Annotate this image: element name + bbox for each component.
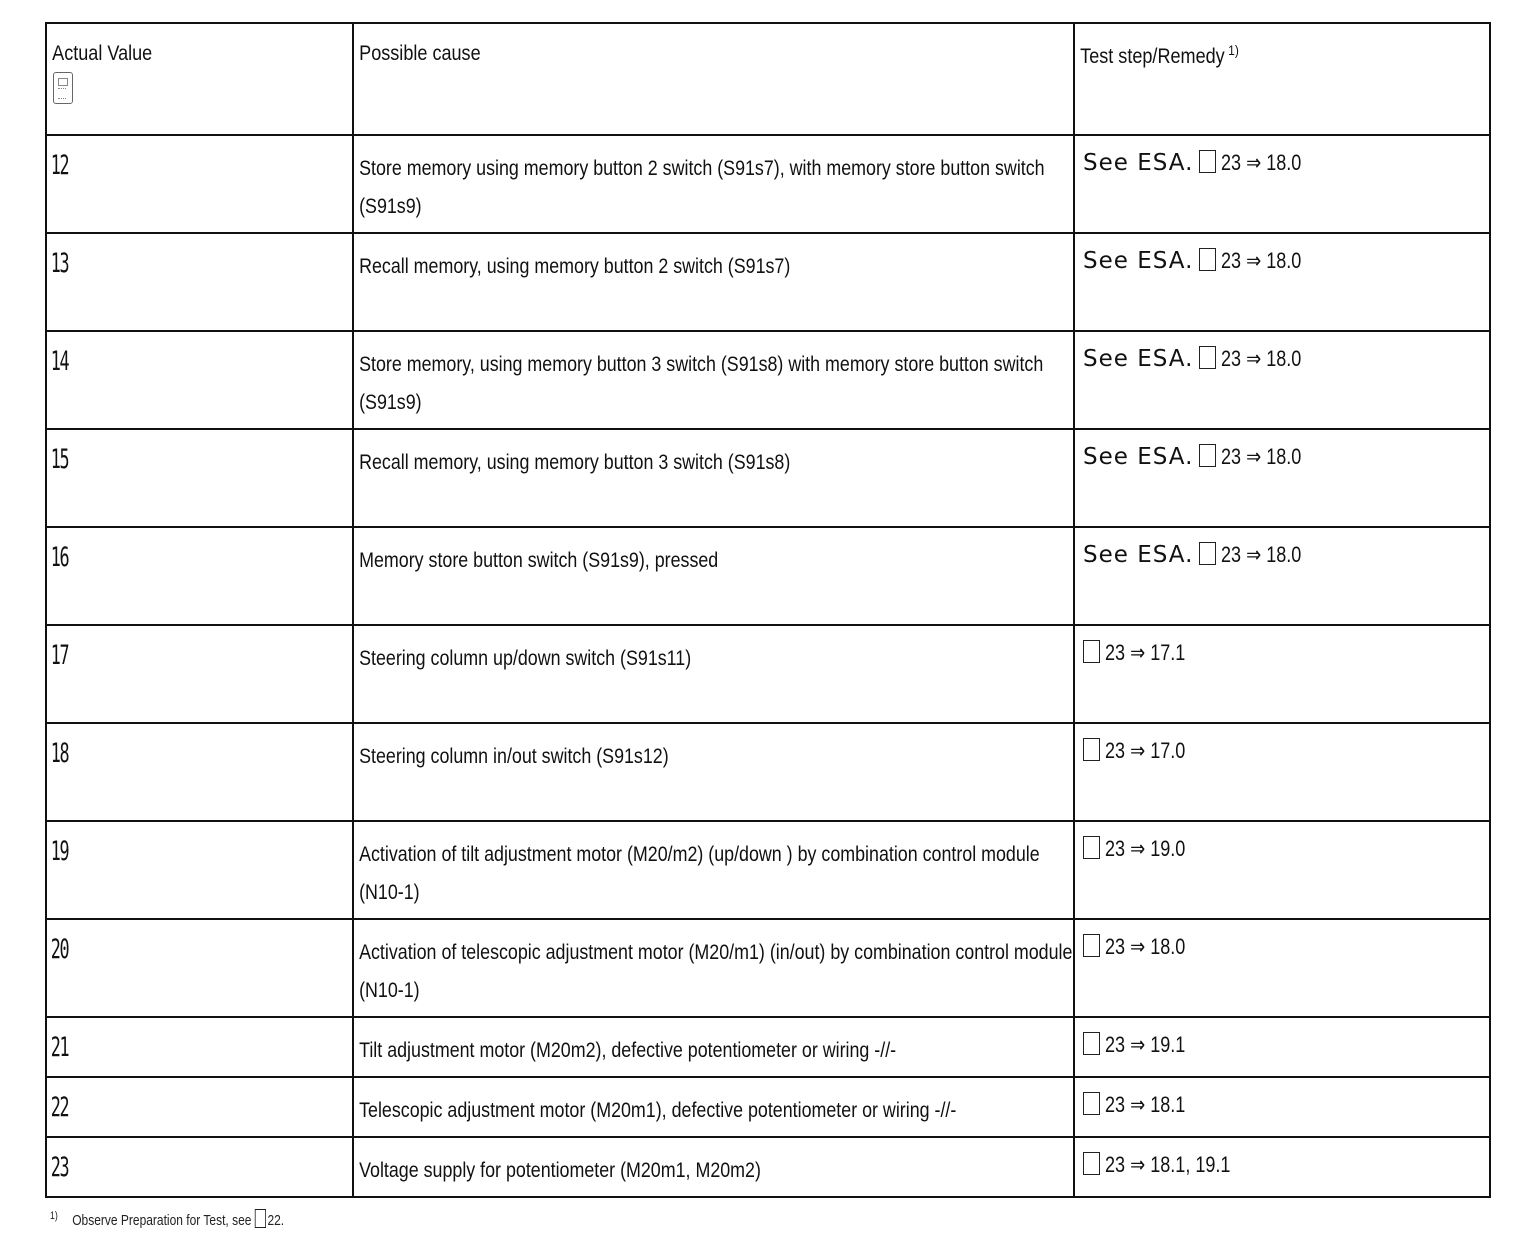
actual-value: 23 bbox=[50, 1152, 69, 1183]
table-row bbox=[46, 723, 1490, 821]
possible-cause-text: Steering column in/out switch (S91s12) bbox=[359, 745, 669, 768]
actual-value-cell bbox=[46, 1017, 353, 1077]
test-step-cell bbox=[1074, 1137, 1490, 1197]
test-step-cell bbox=[1074, 135, 1490, 233]
footnote-mark: 1) bbox=[50, 1210, 58, 1222]
possible-cause-text: Activation of tilt adjustment motor (M20/m2) (up/down ) by combination control module (N10-1) bbox=[359, 843, 1040, 904]
table-row bbox=[46, 135, 1490, 233]
table-row bbox=[46, 527, 1490, 625]
possible-cause-cell bbox=[353, 233, 1074, 331]
see-esa-text: See ESA. bbox=[1083, 248, 1194, 274]
actual-value-cell bbox=[46, 1077, 353, 1137]
footnote-ref: 22. bbox=[267, 1212, 285, 1229]
actual-value: 22 bbox=[50, 1092, 69, 1123]
possible-cause-text: Voltage supply for potentiometer (M20m1, M20m2) bbox=[359, 1159, 761, 1182]
possible-cause-cell bbox=[353, 821, 1074, 919]
actual-value-cell bbox=[46, 135, 353, 233]
possible-cause-cell bbox=[353, 429, 1074, 527]
actual-value: 15 bbox=[50, 444, 69, 475]
possible-cause-text: Store memory, using memory button 3 switch (S91s8) with memory store button switch (S91s9) bbox=[359, 353, 1044, 414]
possible-cause-cell bbox=[353, 1017, 1074, 1077]
test-step-reference: 23 ⇒ 17.0 bbox=[1105, 738, 1186, 763]
diagnosis-table bbox=[45, 22, 1491, 1198]
actual-value: 17 bbox=[50, 640, 69, 671]
possible-cause-cell bbox=[353, 135, 1074, 233]
actual-value-cell bbox=[46, 331, 353, 429]
actual-value: 19 bbox=[50, 836, 69, 867]
header-possible-cause-label: Possible cause bbox=[359, 42, 481, 65]
tester-display-icon bbox=[53, 72, 73, 104]
actual-value-cell bbox=[46, 625, 353, 723]
possible-cause-cell bbox=[353, 331, 1074, 429]
test-step-cell bbox=[1074, 527, 1490, 625]
test-step-reference: 23 ⇒ 18.0 bbox=[1221, 542, 1302, 567]
test-step-cell bbox=[1074, 331, 1490, 429]
table-row bbox=[46, 429, 1490, 527]
see-esa-text: See ESA. bbox=[1083, 444, 1194, 470]
actual-value-cell bbox=[46, 821, 353, 919]
possible-cause-cell bbox=[353, 723, 1074, 821]
footnote bbox=[50, 1209, 284, 1229]
test-step-cell bbox=[1074, 625, 1490, 723]
test-step-reference: 23 ⇒ 18.0 bbox=[1221, 248, 1302, 273]
possible-cause-text: Recall memory, using memory button 3 switch (S91s8) bbox=[359, 451, 791, 474]
footnote-text: Observe Preparation for Test, see bbox=[72, 1212, 252, 1229]
actual-value-cell bbox=[46, 429, 353, 527]
test-step-reference: 23 ⇒ 18.0 bbox=[1221, 444, 1302, 469]
possible-cause-text: Store memory using memory button 2 switch (S91s7), with memory store button switch (S91s9) bbox=[359, 157, 1045, 218]
header-possible-cause bbox=[353, 23, 1074, 135]
actual-value: 21 bbox=[50, 1032, 69, 1063]
possible-cause-cell bbox=[353, 919, 1074, 1017]
see-esa-text: See ESA. bbox=[1083, 542, 1194, 568]
test-step-reference: 23 ⇒ 19.1 bbox=[1105, 1032, 1186, 1057]
test-step-cell bbox=[1074, 1017, 1490, 1077]
header-test-step bbox=[1074, 23, 1490, 135]
actual-value-cell bbox=[46, 527, 353, 625]
header-test-step-label: Test step/Remedy bbox=[1080, 45, 1225, 68]
table-row bbox=[46, 625, 1490, 723]
table-row bbox=[46, 331, 1490, 429]
actual-value: 14 bbox=[50, 346, 69, 377]
actual-value-cell bbox=[46, 233, 353, 331]
test-step-cell bbox=[1074, 1077, 1490, 1137]
table-row bbox=[46, 1017, 1490, 1077]
header-footnote-ref: 1) bbox=[1228, 42, 1239, 58]
possible-cause-text: Recall memory, using memory button 2 switch (S91s7) bbox=[359, 255, 791, 278]
book-reference-icon bbox=[1199, 444, 1216, 467]
header-actual-value-label: Actual Value bbox=[52, 42, 153, 65]
header-row bbox=[46, 23, 1490, 135]
book-reference-icon bbox=[1199, 248, 1216, 271]
possible-cause-cell bbox=[353, 527, 1074, 625]
book-reference-icon bbox=[1199, 346, 1216, 369]
possible-cause-text: Tilt adjustment motor (M20m2), defective potentiometer or wiring -//- bbox=[359, 1039, 897, 1062]
actual-value-cell bbox=[46, 919, 353, 1017]
table-row bbox=[46, 821, 1490, 919]
header-actual-value bbox=[46, 23, 353, 135]
book-reference-icon bbox=[1199, 150, 1216, 173]
possible-cause-text: Memory store button switch (S91s9), pressed bbox=[359, 549, 719, 572]
possible-cause-cell bbox=[353, 1077, 1074, 1137]
table-row bbox=[46, 1137, 1490, 1197]
test-step-cell bbox=[1074, 723, 1490, 821]
possible-cause-text: Steering column up/down switch (S91s11) bbox=[359, 647, 692, 670]
actual-value-cell bbox=[46, 723, 353, 821]
test-step-cell bbox=[1074, 429, 1490, 527]
book-reference-icon bbox=[255, 1209, 266, 1228]
test-step-reference: 23 ⇒ 19.0 bbox=[1105, 836, 1186, 861]
table-row bbox=[46, 233, 1490, 331]
possible-cause-text: Activation of telescopic adjustment motor (M20/m1) (in/out) by combination control module (N10-1) bbox=[359, 941, 1073, 1002]
test-step-reference: 23 ⇒ 17.1 bbox=[1105, 640, 1186, 665]
test-step-reference: 23 ⇒ 18.0 bbox=[1105, 934, 1186, 959]
see-esa-text: See ESA. bbox=[1083, 150, 1194, 176]
actual-value-cell bbox=[46, 1137, 353, 1197]
test-step-reference: 23 ⇒ 18.1 bbox=[1105, 1092, 1186, 1117]
table-row bbox=[46, 919, 1490, 1017]
actual-value: 16 bbox=[50, 542, 69, 573]
test-step-cell bbox=[1074, 233, 1490, 331]
actual-value: 13 bbox=[50, 248, 69, 279]
test-step-reference: 23 ⇒ 18.1, 19.1 bbox=[1105, 1152, 1231, 1177]
table-row bbox=[46, 1077, 1490, 1137]
test-step-cell bbox=[1074, 821, 1490, 919]
actual-value: 12 bbox=[50, 150, 69, 181]
test-step-reference: 23 ⇒ 18.0 bbox=[1221, 150, 1302, 175]
possible-cause-cell bbox=[353, 1137, 1074, 1197]
test-step-reference: 23 ⇒ 18.0 bbox=[1221, 346, 1302, 371]
test-step-cell bbox=[1074, 919, 1490, 1017]
see-esa-text: See ESA. bbox=[1083, 346, 1194, 372]
book-reference-icon bbox=[1199, 542, 1216, 565]
actual-value: 18 bbox=[50, 738, 69, 769]
possible-cause-cell bbox=[353, 625, 1074, 723]
actual-value: 20 bbox=[50, 934, 69, 965]
possible-cause-text: Telescopic adjustment motor (M20m1), defective potentiometer or wiring -//- bbox=[359, 1099, 957, 1122]
